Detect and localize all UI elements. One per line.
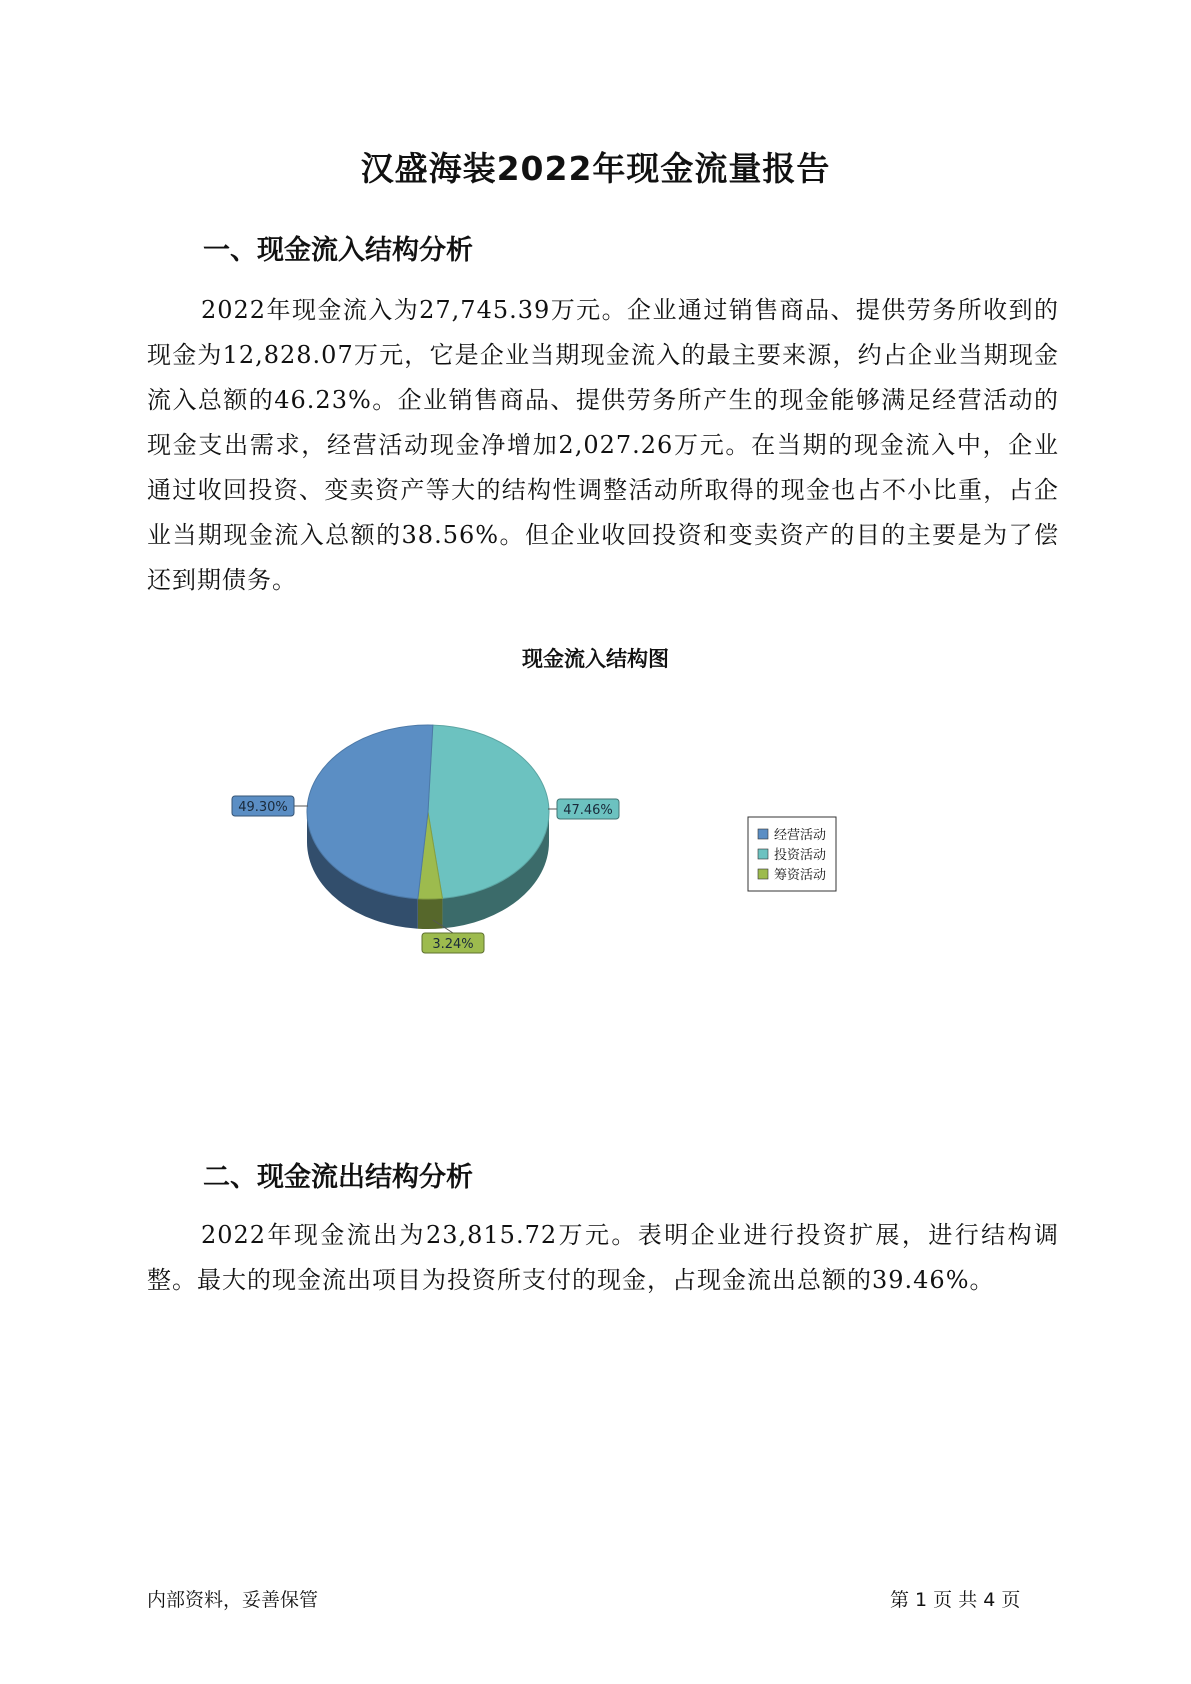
legend-label: 筹资活动 bbox=[774, 868, 827, 883]
section-paragraph-outflow: 2022年现金流出为23,815.72万元。表明企业进行投资扩展，进行结构调整。最大的现金流出项目为投资所支付的现金，占现金流出总额的39.46%。 bbox=[147, 1221, 1059, 1294]
legend-swatch bbox=[758, 829, 768, 839]
footer-note: 内部资料，妥善保管 bbox=[147, 1589, 319, 1611]
pie-data-label: 47.46% bbox=[563, 803, 613, 818]
page-number: 第 1 页 共 4 页 bbox=[890, 1589, 1021, 1611]
section-heading-outflow: 二、现金流出结构分析 bbox=[203, 1162, 473, 1193]
legend-swatch bbox=[758, 849, 768, 859]
pie-side-筹资活动 bbox=[418, 898, 443, 929]
pie-data-label: 49.30% bbox=[238, 800, 288, 815]
legend-swatch bbox=[758, 869, 768, 879]
legend-label: 投资活动 bbox=[774, 848, 827, 863]
pie-data-label: 3.24% bbox=[432, 937, 474, 952]
section-heading-inflow: 一、现金流入结构分析 bbox=[203, 235, 473, 266]
page-title: 汉盛海装2022年现金流量报告 bbox=[360, 149, 831, 188]
legend-label: 经营活动 bbox=[774, 828, 827, 843]
section-paragraph-inflow: 2022年现金流入为27,745.39万元。企业通过销售商品、提供劳务所收到的现金为12,828.07万元，它是企业当期现金流入的最主要来源，约占企业当期现金流入总额的46.23%。企业销售商品、提供劳务所产生的现金能够满足经营活动的现金支出需求，经营活动现金净增加2,027.26万元。在当期的现金流入中，企业通过收回投资、变卖资产等大的结构性调整活动所取得的现金也占不小比重，占企业当期现金流入总额的38.56%。但企业收回投资和变卖资产的目的主要是为了偿还到期债务。 bbox=[147, 296, 1059, 594]
chart-title: 现金流入结构图 bbox=[522, 647, 669, 671]
